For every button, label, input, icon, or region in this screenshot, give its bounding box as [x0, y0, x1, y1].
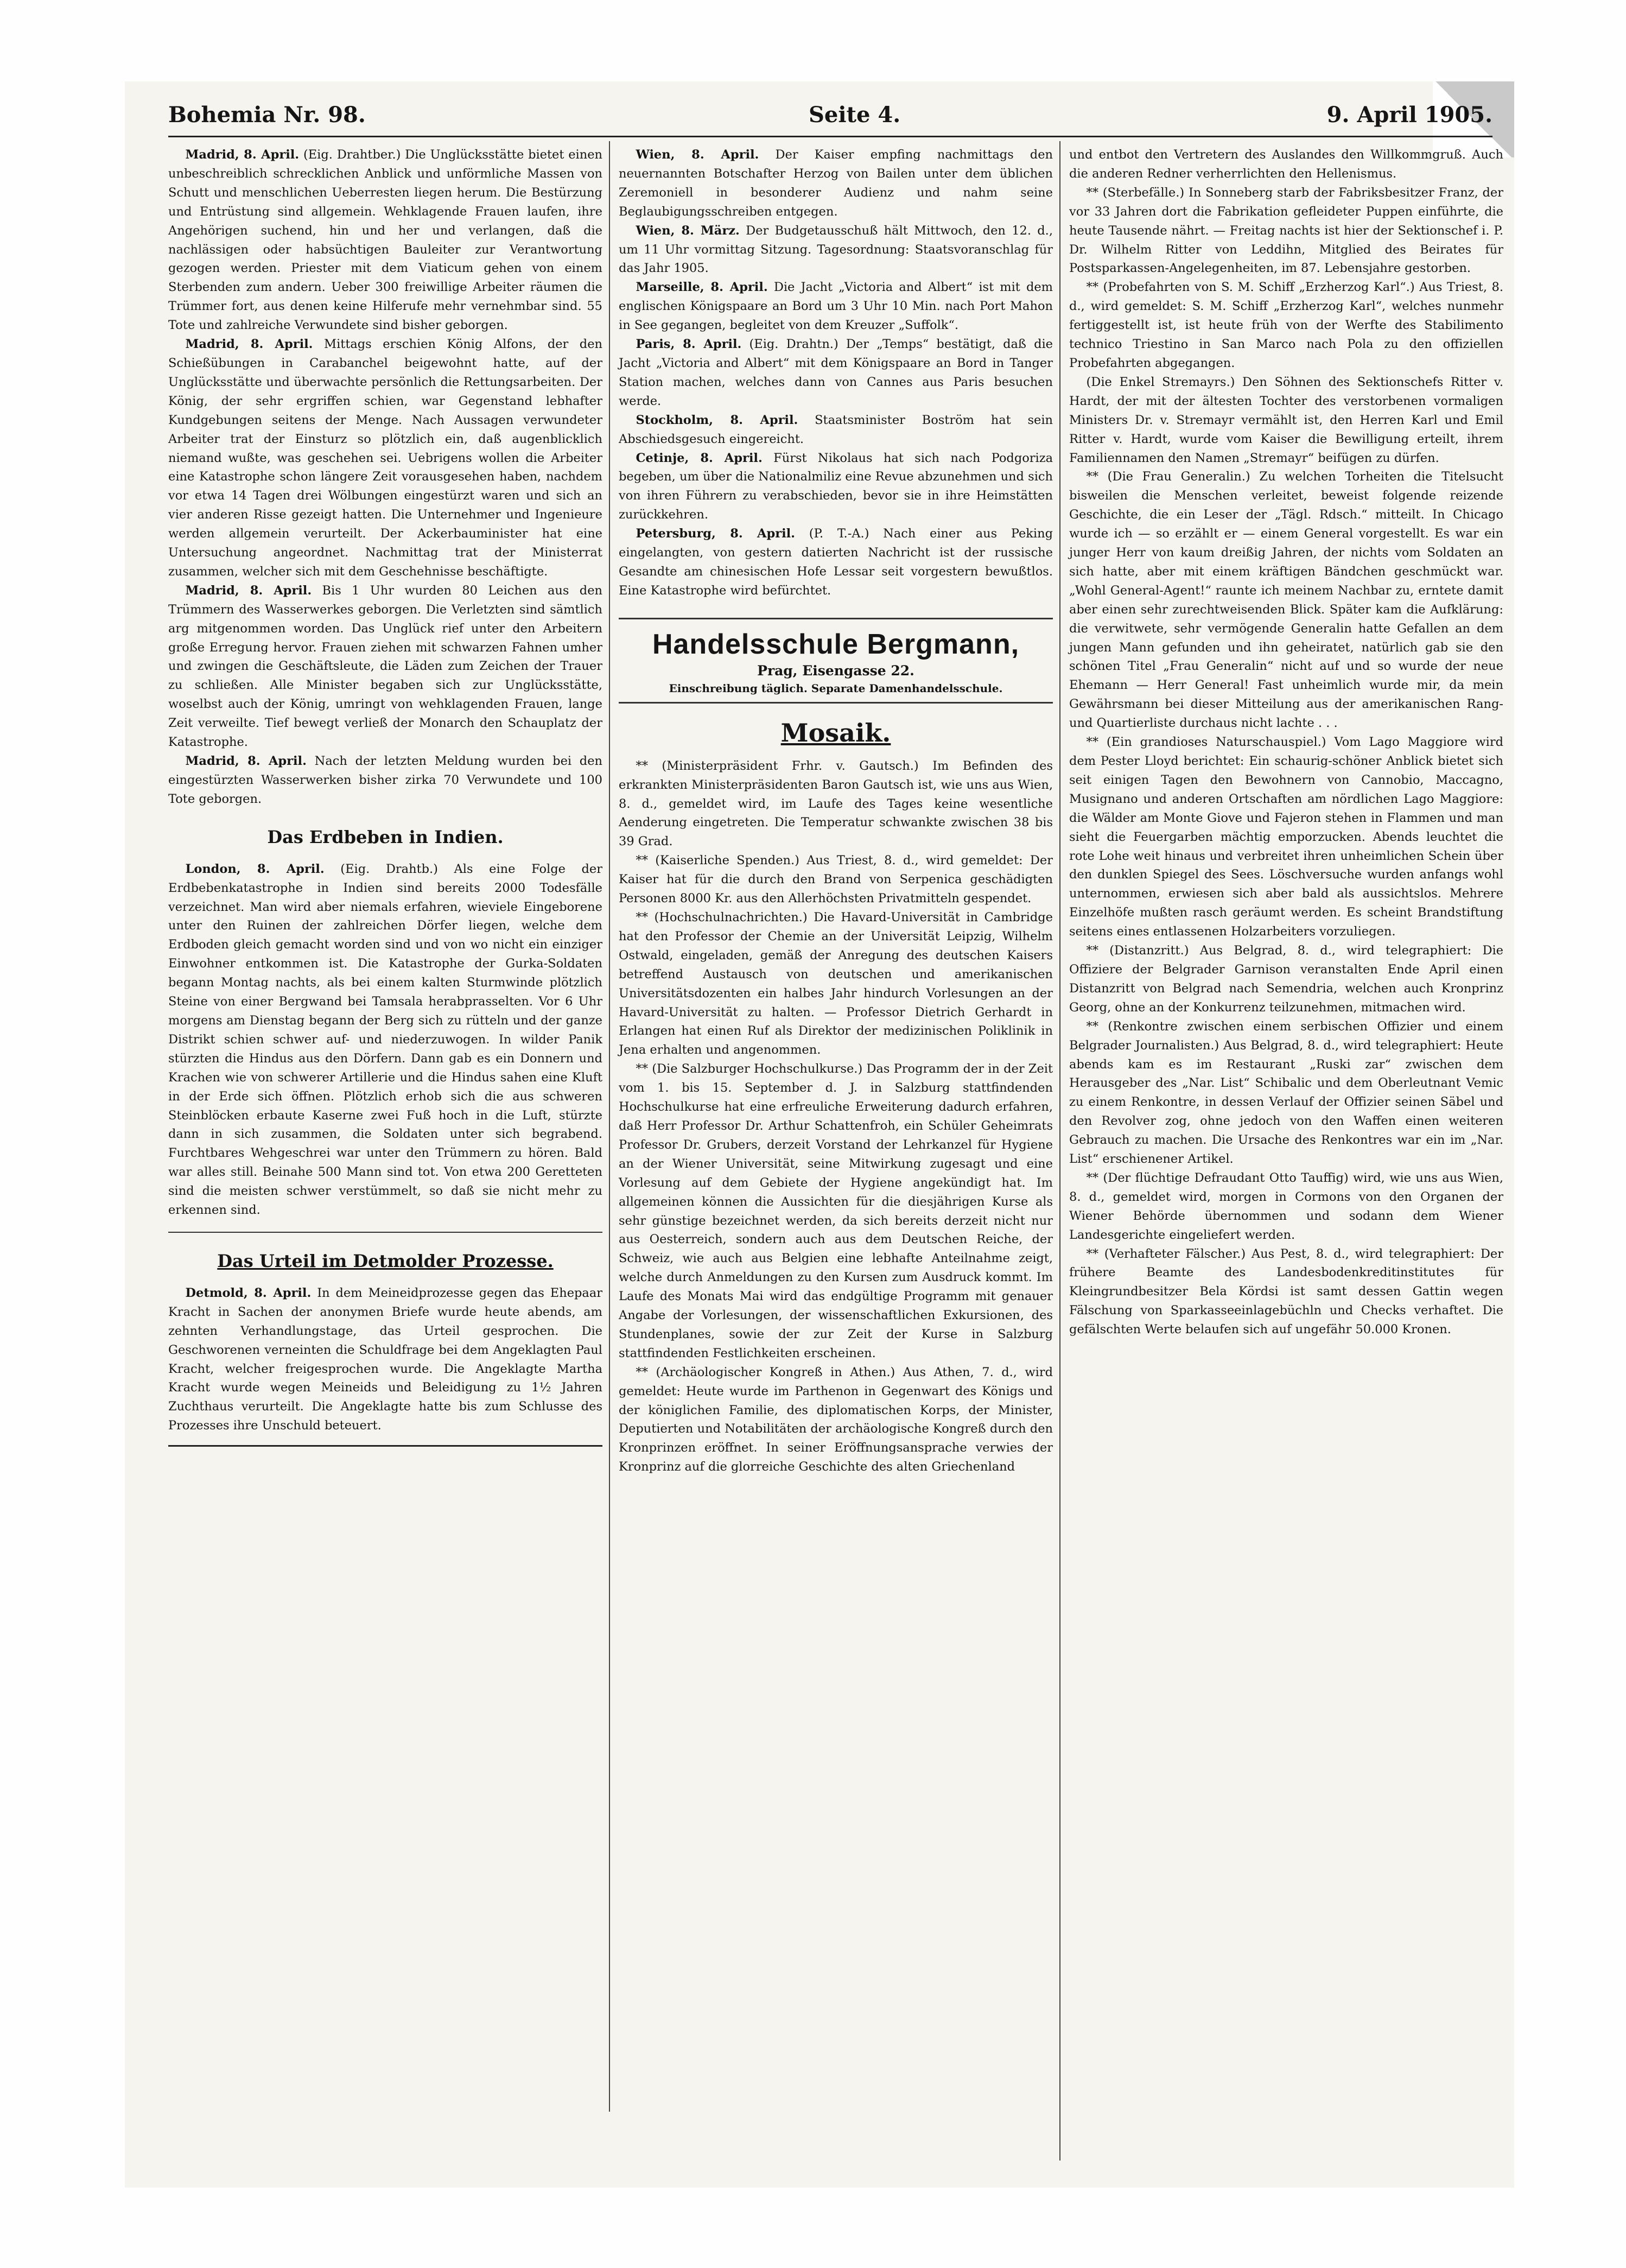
dateline: Madrid, 8. April. [185, 583, 312, 598]
article-text: Der Budgetausschuß hält Mittwoch, den 12. d., um 11 Uhr vormittag Sitzung. Tagesordnung: Staatsvoranschlag für das Jahr 1905. [619, 223, 1053, 276]
page-header [168, 102, 1492, 140]
dateline: Stockholm, 8. April. [636, 413, 798, 427]
mosaik-item: ** (Verhafteter Fälscher.) Aus Pest, 8. d., wird telegraphiert: Der frühere Beamte des Landesbodenkreditinstitutes für Kleingrundbesitzer Bela Kördsi ist samt dessen Gattin wegen Fälschung von Sparkasseeinlagebüchln und Checks verhaftet. Die gefälschten Werte belaufen sich auf ungefähr 50.000 Kronen. [1069, 1246, 1503, 1337]
article-text: Die Jacht „Victoria and Albert“ ist mit dem englischen Königspaare an Bord um 3 Uhr 10 Min. nach Port Mahon in See gegangen, begleitet von dem Kreuzer „Suffolk“. [619, 280, 1053, 333]
article-paragraph [619, 278, 1053, 335]
dateline: Madrid, 8. April. [185, 754, 307, 768]
column-2 [619, 145, 1053, 1477]
mosaik-item: ** (Die Salzburger Hochschulkurse.) Das Programm der in der Zeit vom 1. bis 15. September d. J. in Salzburg stattfindenden Hochschulkurse hat eine erfreuliche Erweiterung dadurch erfahren, daß Herr Professor Dr. Arthur Schattenfroh, ein Schüler Geheimrats Professor Dr. Grubers, derzeit Vorstand der Lehrkanzel für Hygiene an der Wiener Universität, seine Mitwirkung zugesagt und eine Vorlesung auf dem Gebiete der Hygiene angekündigt hat. Im allgemeinen können die Aussichten für die diesjährigen Kurse als sehr günstige bezeichnet werden, da sich bereits derzeit nicht nur aus Oesterreich, sondern auch aus dem Deutschen Reiche, der Schweiz, wie auch aus Belgien eine lebhafte Anteilnahme zeigt, welche durch Anmeldungen zu den Kursen zum Ausdruck kommt. Im Laufe des Monats Mai wird das endgültige Programm mit genauer Angabe der Vorlesungen, der wissenschaftlichen Exkursionen, des Stundenplanes, sowie der zur Zeit der Kurse in Salzburg stattfindenden Festlichkeiten erscheinen. [619, 1062, 1053, 1360]
article-text: (Eig. Drahtb.) Als eine Folge der Erdbebenkatastrophe in Indien sind bereits 2000 Todesfälle verzeichnet. Man wird aber niemals erfahren, wieviele Eingeborene unter den Ruinen der zahlreichen Dörfer liegen, welche dem Erdboden gleich gemacht worden sind und von wo nicht ein einziger Einwohner entkommen ist. Die Katastrophe der Gurka-Soldaten begann Montag nachts, als bei einem kalten Sturmwinde plötzlich Steine von einer Bergwand bei Tamsala herabprasselten. Vor 6 Uhr morgens am Dienstag begann der Berg sich zu rütteln und der ganze Distrikt schien schwer auf- und niederzuwogen. In wilder Panik stürzten die Hindus aus den Dörfern. Dann gab es ein Donnern und Krachen wie von schwerer Artillerie und die Hindus sahen eine Kluft in der Erde sich öffnen. Plötzlich erhob sich die aus schweren Steinblöcken erbaute Kaserne zwei Fuß hoch in die Luft, stürzte dann in sich zusammen, die Soldaten unter sich begrabend. Furchtbares Wehgeschrei war unter den Trümmern zu hören. Bald war alles still. Beinahe 500 Mann sind tot. Von etwa 200 Geretteten sind die meisten schwer verstümmelt, so daß sie nicht mehr zu erkennen sind. [168, 861, 603, 1218]
advertisement-address: Prag, Eisengasse 22. [757, 662, 914, 679]
advertisement-box [619, 618, 1053, 704]
dateline: London, 8. April. [185, 861, 325, 876]
article-text: Fürst Nikolaus hat sich nach Podgoriza begeben, um über die Nationalmiliz eine Revue abzunehmen und sich von ihren Führern zu verabschieden, bevor sie in ihre Heimstätten zurückkehren. [619, 451, 1053, 522]
dateline: Marseille, 8. April. [636, 280, 768, 295]
mosaik-item: ** (Der flüchtige Defraudant Otto Tauffig) wird, wie uns aus Wien, 8. d., gemeldet wird, morgen in Cormons von den Organen der Wiener Behörde übernommen und sodann dem Wiener Landesgerichte eingeliefert werden. [1069, 1170, 1503, 1242]
article-paragraph [619, 335, 1053, 411]
column-end-rule [168, 1445, 602, 1447]
article-paragraph [168, 335, 602, 581]
mosaik-item: ** (Ministerpräsident Frhr. v. Gautsch.) Im Befinden des erkrankten Ministerpräsidenten Baron Gautsch ist, wie uns aus Wien, 8. d., gemeldet wird, im Laufe des Tages keine wesentliche Aenderung eingetreten. Die Temperatur schwankte zwischen 38 bis 39 Grad. [619, 758, 1053, 849]
article-text: Mittags erschien König Alfons, der den Schießübungen in Carabanchel beigewohnt hatte, auf der Unglücksstätte und überwachte persönlich die Rettungsarbeiten. Der König, der sehr ergriffen schien, war Gegenstand lebhafter Kundgebungen seitens der Menge. Nach Aussagen verwundeter Arbeiter trat der Einsturz so plötzlich ein, daß augenblicklich niemand wußte, was geschehen sei. Uebrigens wollen die Arbeiter eine Katastrophe schon längere Zeit vorausgesehen haben, nachdem vor etwa 14 Tagen drei Wölbungen eingestürzt waren und sich an vier anderen Risse gezeigt hatten. Die Unternehmer und Ingenieure werden allgemein verurteilt. Der Ackerbauminister hat eine Untersuchung angeordnet. Nachmittag trat der Ministerrat zusammen, welcher sich mit dem Geschehnisse beschäftigte. [168, 337, 603, 579]
dateline: Madrid, 8. April. [185, 148, 300, 162]
mosaik-item: ** (Hochschulnachrichten.) Die Havard-Universität in Cambridge hat den Professor der Chemie an der Universität Leipzig, Wilhelm Ostwald, eingeladen, gemäß der Anregung des deutschen Kaisers betreffend Austausch von deutschen und amerikanischen Universitätsdozenten ein halbes Jahr hindurch Vorlesungen an der Havard-Universität zu halten. — Professor Dietrich Gerhardt in Erlangen hat einen Ruf als Direktor der medizinischen Poliklinik in Jena erhalten und angenommen. [619, 910, 1053, 1057]
advertisement-title: Handelsschule Bergmann, [652, 628, 1020, 660]
advertisement-note: Einschreibung täglich. Separate Damenhandelsschule. [669, 681, 1003, 695]
article-paragraph [619, 524, 1053, 600]
article-text: (Eig. Drahtber.) Die Unglücksstätte bietet einen unbeschreiblich schrecklichen Anblick und unförmliche Massen von Schutt und menschlichen Ueberresten liegen herum. Die Bestürzung und Entrüstung sind allgemein. Wehklagende Frauen laufen, ihre Angehörigen suchend, hin und her und verlangen, daß die nachlässigen oder habsüchtigen Bauleiter zur Verantwortung gezogen werden. Priester mit dem Viaticum gehen von einem Sterbenden zum andern. Ueber 300 freiwillige Arbeiter räumen die Trümmer fort, aus denen keine Hilferufe mehr vernehmbar sind. 55 Tote und zahlreiche Verwundete sind bisher geborgen. [168, 148, 602, 333]
mosaik-item: ** (Distanzritt.) Aus Belgrad, 8. d., wird telegraphiert: Die Offiziere der Belgrader Garnison veranstalten Ende April einen Distanzritt von Belgrad nach Semendria, welchen auch Kronprinz Georg, ohne an der Konkurrenz teilzunehmen, mitmachen wird. [1069, 943, 1503, 1015]
article-paragraph [619, 221, 1053, 278]
section-heading-earthquake: Das Erdbeben in Indien. [267, 826, 504, 847]
mosaik-item: ** (Ein grandioses Naturschauspiel.) Vom Lago Maggiore wird dem Pester Lloyd berichtet: Ein schaurig-schöner Anblick bietet sich seit einigen Tagen den Bewohnern von Cannobio, Maccagno, Musignano und anderen Ortschaften am nördlichen Lago Maggiore: die Wälder am Monte Giove und Fajeron stehen in Flammen und man sieht die Feuergarben mächtig emporzucken. Abends leuchtet die rote Lohe weit hinaus und verbreitet ihren unheimlichen Schein über den dunklen Spiegel des Sees. Löschversuche wurden anfangs wohl unternommen, erwiesen sich aber bald als aussichtslos. Mehrere Einzelhöfe mußten rasch geräumt werden. Es scheint Brandstiftung seitens eines entlassenen Holzarbeiters vorzuliegen. [1069, 735, 1503, 939]
dateline: Madrid, 8. April. [185, 337, 313, 352]
article-paragraph [619, 449, 1053, 525]
dateline: Detmold, 8. April. [185, 1285, 312, 1300]
newspaper-page [125, 81, 1514, 2188]
mosaik-item: ** (Die Frau Generalin.) Zu welchen Torheiten die Titelsucht bisweilen die Menschen verleitet, beweist folgende reizende Geschichte, die ein Leser der „Tägl. Rdsch.“ mitteilt. In Chicago wurde ich — so erzählt er — einem General vorgestellt. Es war ein junger Herr von kaum dreißig Jahren, der nichts vom Soldaten an sich hatte, aber mit einem kräftigen Bändchen geschmückt war. „Wohl General-Agent!“ raunte ich meinem Nachbar zu, erntete damit aber einen sehr zurechtweisenden Blick. Später kam die Aufklärung: die verwitwete, sehr vermögende Generalin hatte Gefallen an dem jungen Mann gefunden und ihn geheiratet, natürlich gab sie den schönen Titel „Frau Generalin“ nicht auf und so wurde der neue Ehemann — Herr General! Fast unheimlich wurde mir, da mein Gewährsmann bei dieser Mitteilung aus der amerikanischen Rang- und Quartierliste durchaus nicht lachte . . . [1069, 470, 1503, 731]
article-paragraph [168, 860, 602, 1220]
column-divider-1 [609, 141, 610, 2112]
article-paragraph [168, 581, 602, 752]
section-heading-mosaik: Mosaik. [780, 718, 891, 747]
mosaik-item: ** (Probefahrten von S. M. Schiff „Erzherzog Karl“.) Aus Triest, 8. d., wird gemeldet: S. M. Schiff „Erzherzog Karl“, welches nunmehr fertiggestellt ist, ist heute früh von der Werfte des Stabilimento technico Triestino in San Marco nach Pola zu den offiziellen Probefahrten abgegangen. [1069, 280, 1503, 370]
column-3 [1069, 145, 1503, 1339]
header-page-number: Seite 4. [809, 102, 901, 128]
article-paragraph [619, 145, 1053, 221]
article-text: In dem Meineidprozesse gegen das Ehepaar Kracht in Sachen der anonymen Briefe wurde heute abends, am zehnten Verhandlungstage, das Urteil gesprochen. Die Geschworenen verneinten die Schuldfrage bei dem Angeklagten Paul Kracht, welcher freigesprochen wurde. Die Angeklagte Martha Kracht wurde wegen Meineids und Beleidigung zu 1½ Jahren Zuchthaus verurteilt. Die Angeklagte hatte bis zum Schlusse des Prozesses ihre Unschuld beteuert. [168, 1285, 602, 1433]
article-paragraph [619, 411, 1053, 449]
dateline: Wien, 8. April. [636, 148, 759, 162]
mosaik-item: ** (Sterbefälle.) In Sonneberg starb der Fabriksbesitzer Franz, der vor 33 Jahren dort die Fabrikation gefleideter Puppen einführte, die heute Tausende nährt. — Freitag nachts ist hier der Sektionschef i. P. Dr. Wilhelm Ritter von Leddihn, Mitglied des Beirates für Postsparkassen-Angelegenheiten, im 87. Lebensjahre gestorben. [1069, 185, 1503, 276]
article-paragraph [168, 752, 602, 809]
dateline: Wien, 8. März. [636, 223, 740, 238]
header-rule [168, 136, 1492, 137]
article-paragraph [168, 1284, 602, 1435]
mosaik-item-continued: und entbot den Vertretern des Auslandes den Willkommgruß. Auch die anderen Redner verherrlichten den Hellenismus. [1069, 148, 1503, 181]
dateline: Paris, 8. April. [636, 337, 742, 352]
column-1 [168, 145, 602, 1447]
article-text: Bis 1 Uhr wurden 80 Leichen aus den Trümmern des Wasserwerkes geborgen. Die Verletzten sind sämtlich arg mitgenommen worden. Das Unglück rief unter den Arbeitern große Erregung hervor. Frauen ziehen mit schwarzen Fahnen umher und zwingen die Geschäftsleute, die Läden zum Zeichen der Trauer zu schließen. Alle Minister begaben sich zur Unglücksstätte, woselbst auch der König, umringt von wehklagenden Frauen, lange Zeit verweilte. Tief bewegt verließ der Monarch den Schauplatz der Katastrophe. [168, 583, 602, 750]
mosaik-item: ** (Kaiserliche Spenden.) Aus Triest, 8. d., wird gemeldet: Der Kaiser hat für die durch den Brand von Serpenica geschädigten Personen 8000 Kr. aus den Allerhöchsten Privatmitteln gespendet. [619, 853, 1053, 906]
article-text: (Eig. Drahtn.) Der „Temps“ bestätigt, daß die Jacht „Victoria and Albert“ mit dem Königspaare an Bord in Tanger Station machen, welches dann von Cannes aus Paris besuchen werde. [619, 337, 1053, 408]
mosaik-item: (Die Enkel Stremayrs.) Den Söhnen des Sektionschefs Ritter v. Hardt, der mit der ältesten Tochter des verstorbenen vormaligen Ministers Dr. v. Stremayr vermählt ist, den Herren Karl und Emil Ritter v. Hardt, wurde vom Kaiser die Bewilligung erteilt, ihrem Familiennamen den Namen „Stremayr“ beifügen zu dürfen. [1069, 375, 1503, 465]
article-text: Der Kaiser empfing nachmittags den neuernannten Botschafter Herzog von Bailen unter dem üblichen Zeremoniell in besonderer Audienz und nahm seine Beglaubigungsschreiben entgegen. [619, 148, 1053, 219]
section-heading-detmold: Das Urteil im Detmolder Prozesse. [217, 1250, 554, 1271]
article-paragraph [168, 145, 602, 335]
article-text: Nach der letzten Meldung wurden bei den eingestürzten Wasserwerken bisher zirka 70 Verwundete und 100 Tote geborgen. [168, 754, 603, 806]
section-divider [168, 1232, 602, 1233]
dateline: Cetinje, 8. April. [636, 451, 763, 465]
mosaik-item: ** (Archäologischer Kongreß in Athen.) Aus Athen, 7. d., wird gemeldet: Heute wurde im Parthenon in Gegenwart des Königs und der königlichen Familie, des diplomatischen Korps, der Minister, Deputierten und Notabilitäten der archäologische Kongreß durch den Kronprinzen eröffnet. In seiner Eröffnungsansprache verwies der Kronprinz auf die glorreiche Geschichte des alten Griechenland [619, 1365, 1053, 1474]
article-text: Staatsminister Boström hat sein Abschiedsgesuch eingereicht. [619, 413, 1053, 446]
column-divider-2 [1059, 141, 1060, 2161]
dateline: Petersburg, 8. April. [636, 527, 796, 541]
header-issue: Bohemia Nr. 98. [168, 102, 366, 128]
header-date: 9. April 1905. [1326, 102, 1492, 128]
article-text: (P. T.-A.) Nach einer aus Peking eingelangten, von gestern datierten Nachricht ist der russische Gesandte am chinesischen Hofe Lessar seit vorgestern bewußtlos. Eine Katastrophe wird befürchtet. [619, 527, 1053, 598]
mosaik-item: ** (Renkontre zwischen einem serbischen Offizier und einem Belgrader Journalisten.) Aus Belgrad, 8. d., wird telegraphiert: Heute abends kam es im Restaurant „Ruski zar“ zwischen dem Herausgeber des „Nar. List“ Schibalic und dem Oberleutnant Vemic zu einem Renkontre, in dessen Verlauf der Offizier seinen Säbel und den Revolver zog, ohne jedoch von den Waffen einen weiteren Gebrauch zu machen. Die Ursache des Renkontres war ein im „Nar. List“ erschienener Artikel. [1069, 1019, 1503, 1167]
